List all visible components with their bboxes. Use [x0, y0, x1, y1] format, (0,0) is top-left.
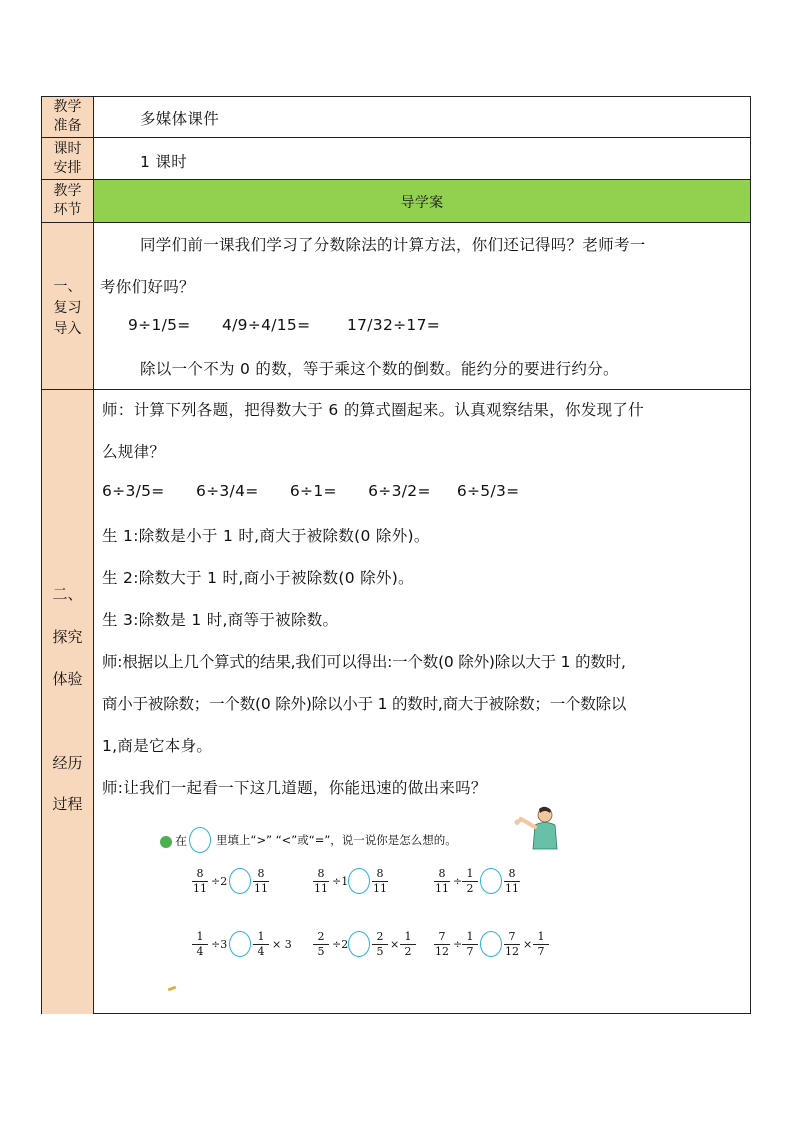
answer-circle-icon [348, 931, 370, 957]
operator: ÷3 [211, 938, 228, 951]
teacher-summary-1: 师:根据以上几个算式的结果,我们可以得出:一个数(0 除外)除以大于 1 的数时, [102, 653, 626, 671]
review-expressions: 9÷1/5= 4/9÷4/15= 17/32÷17= [128, 316, 441, 334]
label-explore: 二、 探究 体验 经历 过程 [42, 390, 94, 1014]
row-section [42, 180, 750, 223]
explore-line-2: 么规律？ [102, 443, 166, 461]
label-time: 课时 安排 [42, 138, 94, 179]
explore-line-1: 师：计算下列各题，把得数大于 6 的算式圈起来。认真观察结果，你发现了什 [102, 401, 645, 419]
row-explore [42, 390, 750, 1014]
fraction: $\frac{1}{4}$ [253, 930, 269, 959]
operator: ÷2 [332, 938, 349, 951]
review-line-2: 考你们好吗？ [100, 278, 195, 296]
operator: × 3 [272, 938, 292, 951]
green-dot-icon [160, 836, 172, 848]
lesson-table [41, 96, 751, 1014]
operator: ÷2 [211, 875, 228, 888]
instruction-text: 里填上“>” “<”或“=”，说一说你是怎么想的。 [216, 833, 457, 847]
section-header [94, 180, 750, 222]
fraction: $\frac{2}{5}$ [372, 930, 388, 959]
answer-circle-icon [229, 868, 251, 894]
operator: × [523, 938, 533, 951]
exercise-figure [96, 805, 664, 995]
teacher-summary-2: 商小于被除数；一个数(0 除外)除以小于 1 的数时,商大于被除数；一个数除以 [102, 695, 627, 713]
fraction: $\frac{1}{7}$ [533, 930, 549, 959]
fraction: $\frac{8}{11}$ [435, 867, 449, 895]
operator: × [390, 938, 400, 951]
operator: ÷ [453, 875, 463, 888]
operator: ÷1 [332, 875, 349, 888]
explore-cell [94, 390, 750, 1014]
small-mark-icon [168, 986, 177, 992]
time-cell [94, 138, 750, 179]
student-3: 生 3:除数是 1 时,商等于被除数。 [102, 611, 339, 629]
label-review: 一、 复习 导入 [42, 223, 94, 389]
fraction: $\frac{7}{12}$ [505, 930, 519, 958]
answer-circle-icon [480, 931, 502, 957]
fraction: $\frac{8}{11}$ [314, 867, 328, 895]
row-review [42, 223, 750, 390]
review-cell [94, 223, 750, 389]
teacher-prompt: 师:让我们一起看一下这几道题，你能迅速的做出来吗？ [102, 779, 487, 797]
fraction: $\frac{1}{2}$ [400, 930, 416, 959]
teacher-summary-3: 1,商是它本身。 [102, 737, 213, 755]
fraction: $\frac{2}{5}$ [313, 930, 329, 959]
student-2: 生 2:除数大于 1 时,商小于被除数(0 除外)。 [102, 569, 414, 587]
prep-text: 多媒体课件 [140, 110, 220, 128]
fraction: $\frac{7}{12}$ [435, 930, 449, 958]
row-prep [42, 97, 750, 138]
fraction: $\frac{8}{11}$ [373, 867, 387, 895]
teacher-figure-icon [511, 805, 563, 853]
fraction: $\frac{1}{2}$ [462, 867, 478, 896]
operator: ÷ [453, 938, 463, 951]
answer-circle-icon [189, 827, 211, 853]
fraction: $\frac{8}{11}$ [505, 867, 519, 895]
row-time [42, 138, 750, 180]
student-1: 生 1:除数是小于 1 时,商大于被除数(0 除外)。 [102, 527, 430, 545]
prep-cell [94, 97, 750, 137]
instruction-prefix: 在 [175, 834, 188, 848]
review-rule: 除以一个不为 0 的数，等于乘这个数的倒数。能约分的要进行约分。 [140, 360, 619, 378]
answer-circle-icon [480, 868, 502, 894]
label-section: 教学 环节 [42, 180, 94, 222]
label-prep: 教学 准备 [42, 97, 94, 137]
section-title: 导学案 [400, 195, 444, 211]
explore-expressions: 6÷3/5= 6÷3/4= 6÷1= 6÷3/2= 6÷5/3= [102, 482, 520, 500]
time-text: 1 课时 [140, 153, 187, 171]
answer-circle-icon [348, 868, 370, 894]
fraction: $\frac{1}{7}$ [462, 930, 478, 959]
fraction: $\frac{8}{11}$ [193, 867, 207, 895]
review-line-1: 同学们前一课我们学习了分数除法的计算方法，你们还记得吗？老师考一 [140, 236, 646, 254]
fraction: $\frac{8}{11}$ [254, 867, 268, 895]
answer-circle-icon [229, 931, 251, 957]
fraction: $\frac{1}{4}$ [192, 930, 208, 959]
